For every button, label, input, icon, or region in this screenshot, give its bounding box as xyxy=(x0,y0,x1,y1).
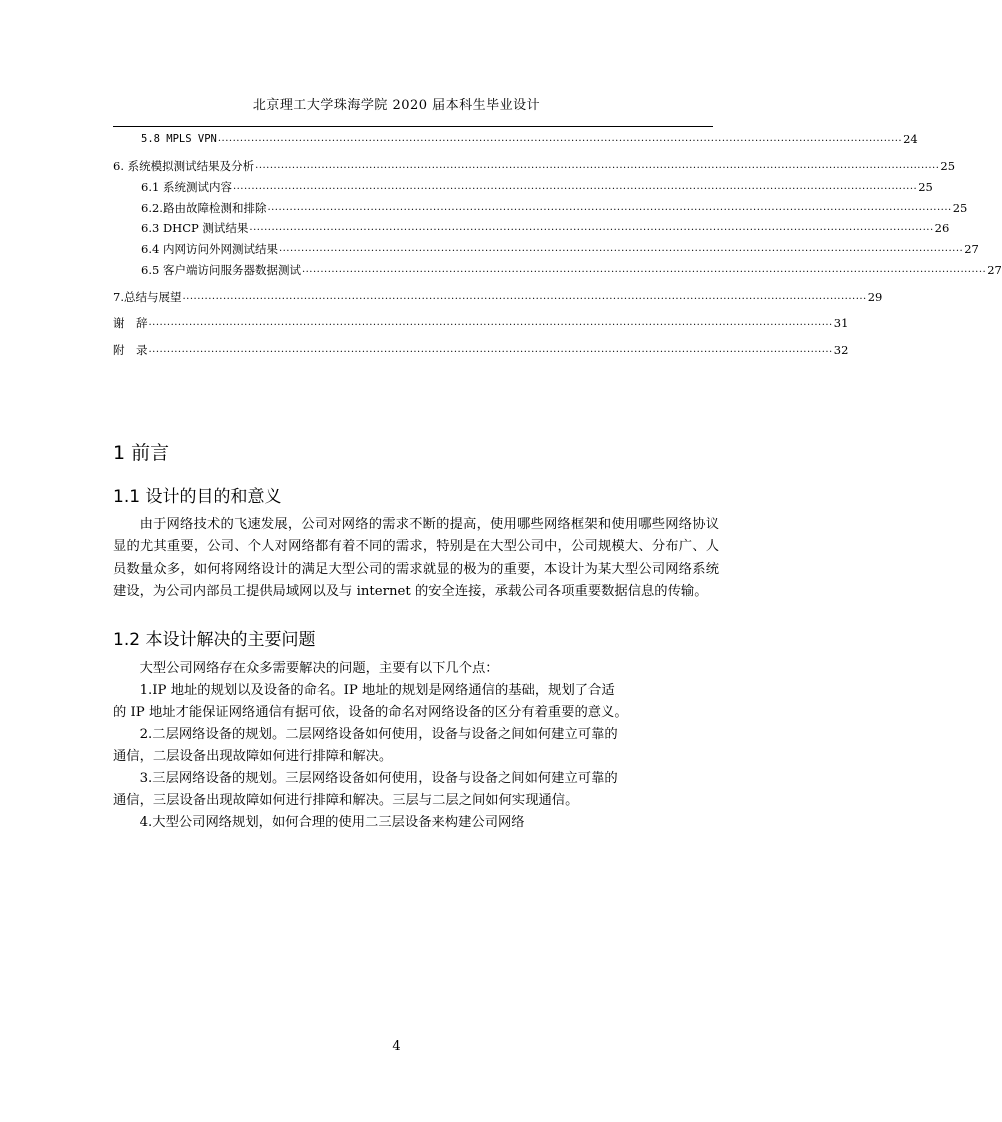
body-line: 的 IP 地址才能保证网络通信有据可依，设备的命名对网络设备的区分有着重要的意义。 xyxy=(113,705,628,720)
page-header: 北京理工大学珠海学院 2020 届本科生毕业设计 xyxy=(252,98,541,113)
toc-label: 谢 辞 xyxy=(113,316,148,330)
toc-page: 29 xyxy=(867,290,883,304)
toc-entry[interactable] xyxy=(141,199,968,217)
body-line: 2.二层网络设备的规划。二层网络设备如何使用，设备与设备之间如何建立可靠的 xyxy=(139,727,618,742)
body-line: 通信，二层设备出现故障如何进行排障和解决。 xyxy=(113,749,393,764)
toc-leader: .......................................................................................................................................................................................... xyxy=(148,344,833,355)
header-rule xyxy=(113,126,713,127)
toc-page: 27 xyxy=(987,263,1002,277)
toc-leader: .......................................................................................................................................................................................... xyxy=(255,160,940,171)
toc-label: 附 录 xyxy=(113,343,148,357)
toc-leader: .......................................................................................................................................................................................... xyxy=(249,222,934,233)
toc-leader: .......................................................................................................................................................................................... xyxy=(278,243,964,254)
toc-entry[interactable] xyxy=(113,341,849,359)
toc-entry[interactable] xyxy=(141,178,933,196)
toc-page: 25 xyxy=(918,180,933,194)
toc-leader: .......................................................................................................................................................................................... xyxy=(232,181,918,192)
toc-label: 6.2.路由故障检测和排除 xyxy=(141,201,267,215)
section-heading-1-2: 1.2 本设计解决的主要问题 xyxy=(113,630,316,650)
toc-entry[interactable] xyxy=(113,157,956,175)
toc-page: 24 xyxy=(903,132,918,146)
toc-leader: .......................................................................................................................................................................................... xyxy=(217,133,903,144)
section-heading-1: 1 前言 xyxy=(113,442,170,464)
page-number: 4 xyxy=(392,1039,401,1054)
toc-entry[interactable] xyxy=(141,219,950,237)
section-heading-1-1: 1.1 设计的目的和意义 xyxy=(113,487,282,507)
toc-page: 31 xyxy=(833,316,849,330)
body-line: 3.三层网络设备的规划。三层网络设备如何使用，设备与设备之间如何建立可靠的 xyxy=(139,771,618,786)
toc-entry[interactable] xyxy=(141,130,918,148)
toc-entry[interactable] xyxy=(113,314,849,332)
toc-label: 7.总结与展望 xyxy=(113,290,182,304)
body-line: 4.大型公司网络规划，如何合理的使用二三层设备来构建公司网络 xyxy=(139,815,525,830)
toc-entry[interactable] xyxy=(141,240,979,258)
toc-leader: .......................................................................................................................................................................................... xyxy=(267,202,952,213)
toc-page: 27 xyxy=(964,242,979,256)
toc-leader: .......................................................................................................................................................................................... xyxy=(148,317,833,328)
toc-label: 5.8 MPLS VPN xyxy=(141,133,217,145)
toc-label: 6.1 系统测试内容 xyxy=(141,180,232,194)
toc-page: 32 xyxy=(833,343,849,357)
body-line: 大型公司网络存在众多需要解决的问题，主要有以下几个点： xyxy=(139,661,499,676)
body-line: 1.IP 地址的规划以及设备的命名。IP 地址的规划是网络通信的基础，规划了合适 xyxy=(139,683,615,698)
toc-entry[interactable] xyxy=(141,261,1002,279)
toc-page: 26 xyxy=(934,221,950,235)
toc-entry[interactable] xyxy=(113,288,883,306)
toc-page: 25 xyxy=(952,201,968,215)
body-paragraph: 由于网络技术的飞速发展，公司对网络的需求不断的提高，使用哪些网络框架和使用哪些网络协议显的尤其重要，公司、个人对网络都有着不同的需求，特别是在大型公司中，公司规模大、分布广、人员数量众多，如何将网络设计的满足大型公司的需求就显的极为的重要，本设计为某大型公司网络系统建设，为公司内部员工提供局域网以及与 internet 的安全连接，承载公司各项重要数据信息的传输。 xyxy=(113,517,719,600)
toc-leader: .......................................................................................................................................................................................... xyxy=(182,291,867,302)
toc-page: 25 xyxy=(940,159,956,173)
body-line: 通信，三层设备出现故障如何进行排障和解决。三层与二层之间如何实现通信。 xyxy=(113,793,579,808)
toc-label: 6. 系统模拟测试结果及分析 xyxy=(113,159,255,173)
toc-label: 6.4 内网访问外网测试结果 xyxy=(141,242,278,256)
toc-label: 6.3 DHCP 测试结果 xyxy=(141,221,249,235)
toc-leader: .......................................................................................................................................................................................... xyxy=(301,264,987,275)
toc-label: 6.5 客户端访问服务器数据测试 xyxy=(141,263,301,277)
